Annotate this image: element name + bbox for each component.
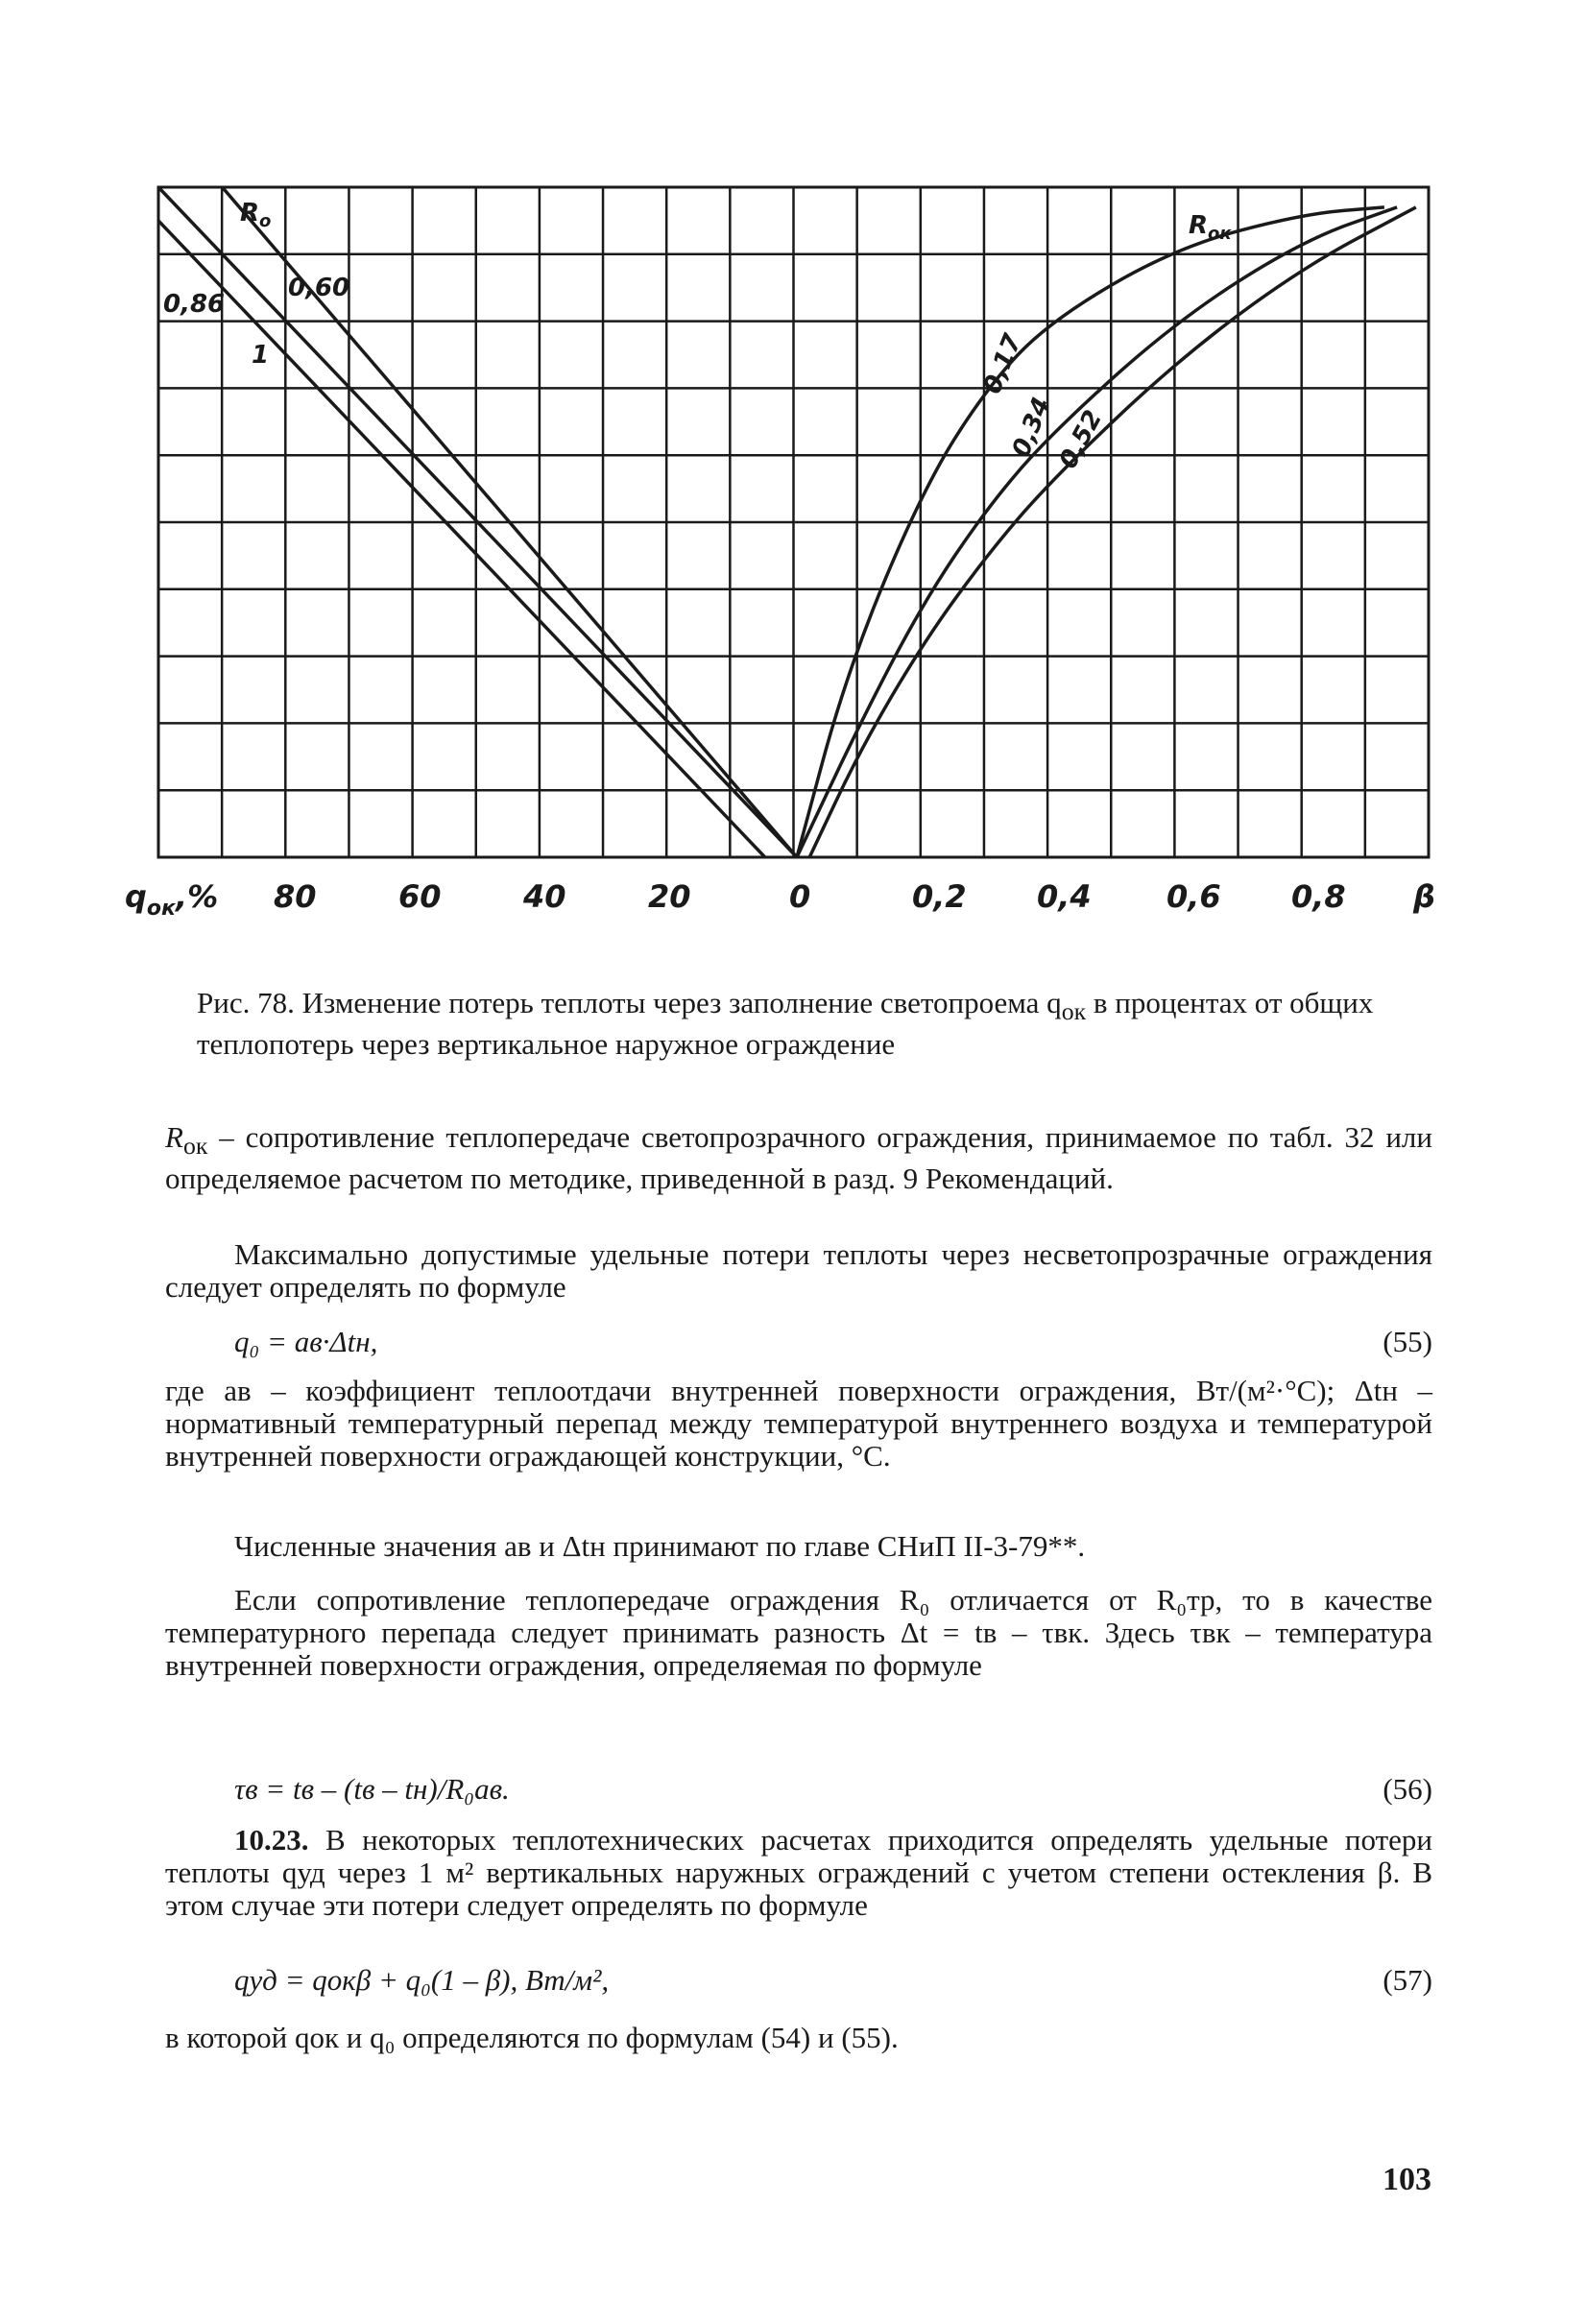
section-number: 10.23.: [234, 1823, 309, 1857]
formula-56-number: (56): [1383, 1772, 1432, 1806]
x-tick-right-4: β: [1413, 878, 1435, 915]
formula-56-expression: τв = tв – (tв – tн)/R₀aв.: [234, 1772, 510, 1806]
y-axis-title: $q_{ок},\%$: [125, 878, 219, 921]
x-tick-right-1: 0,4: [1037, 878, 1092, 915]
series-line-4: [797, 207, 1397, 857]
x-tick-right-0: 0,2: [912, 878, 967, 915]
paragraph-rok: [165, 1121, 1432, 1195]
label-rok-sub: ок: [1208, 224, 1232, 244]
formula-55-number: (55): [1383, 1325, 1432, 1358]
rok-text: – сопротивление теплопередаче светопрозрачного ограждения, принимаемое по табл. 32 или определяемое расчетом по методике, приведенной в разд. 9 Рекомендаций.: [165, 1120, 1432, 1196]
formula-57: [165, 1963, 1432, 2001]
rok-sub: ок: [182, 1132, 208, 1161]
x-tick-left-0: 80: [274, 878, 317, 915]
formula-56: [165, 1772, 1432, 1810]
label-rok-052: 0,52: [1053, 405, 1109, 474]
label-r0: $R_o$: [240, 199, 272, 231]
caption-sub: ок: [1061, 997, 1087, 1026]
chart-curve-labels: [163, 199, 1232, 473]
x-tick-right-3: 0,8: [1291, 878, 1346, 915]
label-r0-1: 1: [252, 341, 270, 370]
formula-55: [165, 1325, 1432, 1363]
paragraph-if: Если сопротивление теплопередаче ограждения R₀ отличается от R₀тр, то в качестве температурного перепада следует принимать разность Δt = tв – τвк. Здесь τвк – температура внутренней поверхности ограждения, определяемая по формуле: [165, 1583, 1432, 1682]
formula-55-expression: q₀ = aв·Δtн,: [234, 1325, 378, 1358]
y-axis-title-suffix: ,%: [175, 878, 219, 915]
x-tick-left-2: 40: [523, 878, 566, 915]
x-tick-left-1: 60: [398, 878, 442, 915]
x-tick-left-4: 0: [789, 878, 811, 915]
label-rok: $R_{ок}$: [1189, 211, 1232, 244]
paragraph-10-23-text: В некоторых теплотехнических расчетах приходится определять удельные потери теплоты qуд через 1 м² вертикальных наружных ограждений с учетом степени остекления β. В этом случае эти потери следует определять по формуле: [165, 1823, 1432, 1922]
x-tick-right-2: 0,6: [1166, 878, 1221, 915]
label-rok-017: 0,17: [977, 329, 1028, 398]
formula-57-expression: qуд = qокβ + q₀(1 – β), Вт/м²,: [234, 1963, 610, 1997]
label-r0-060: 0,60: [288, 274, 350, 302]
formula-57-number: (57): [1383, 1963, 1432, 1997]
caption-tail: в процентах от общих теплопотерь через вертикальное наружное ограждение: [197, 986, 1374, 1062]
paragraph-numeric: Численные значения aв и Δtн принимают по главе СНиП II-3-79**.: [234, 1529, 1086, 1563]
figure-caption: [197, 987, 1435, 1061]
paragraph-10-23: [165, 1824, 1432, 1922]
label-rok-034: 0,34: [1006, 393, 1057, 462]
paragraph-which: в которой qок и q₀ определяются по формулам (54) и (55).: [165, 2021, 899, 2054]
page-number: 103: [1383, 2162, 1431, 2197]
series-line-2: [158, 221, 765, 857]
rok-symbol: R: [165, 1120, 183, 1154]
x-tick-left-3: 20: [648, 878, 691, 915]
label-r0-sub: o: [259, 211, 272, 231]
chart-tick-labels: [125, 878, 1435, 921]
chart: [0, 0, 1587, 960]
y-axis-title-sub: ок: [146, 897, 176, 921]
caption-main: Рис. 78. Изменение потерь теплоты через заполнение светопроема q: [197, 986, 1062, 1019]
label-r0-086: 0,86: [163, 290, 226, 319]
paragraph-where: где aв – коэффициент теплоотдачи внутренней поверхности ограждения, Вт/(м²·°С); Δtн – нормативный температурный перепад между температурой внутреннего воздуха и температурой внутренней поверхности ограждающей конструкции, °С.: [165, 1374, 1432, 1473]
series-line-3: [797, 207, 1384, 857]
paragraph-max: Максимально допустимые удельные потери теплоты через несветопрозрачные ограждения следует определять по формуле: [165, 1237, 1432, 1304]
series-line-5: [809, 207, 1416, 857]
